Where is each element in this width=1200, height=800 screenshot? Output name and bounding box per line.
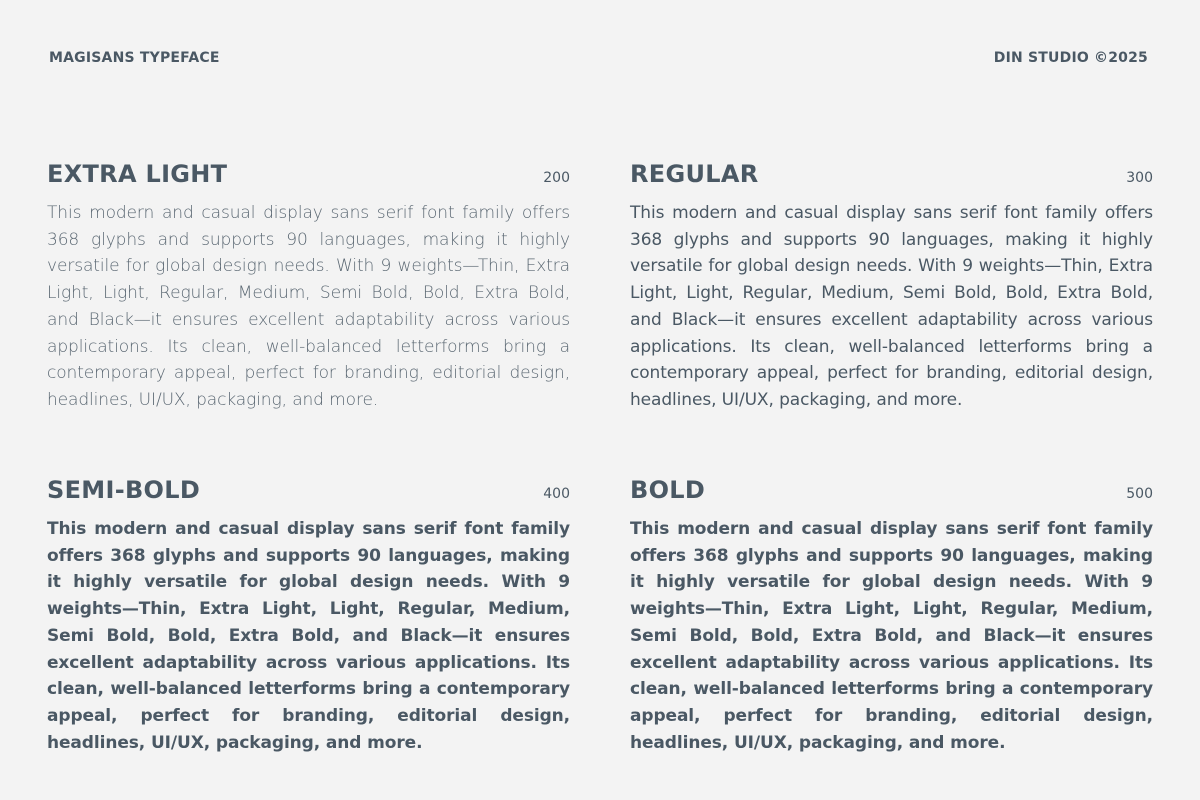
specimen-header: [47, 476, 570, 516]
specimen-title: EXTRA LIGHT: [47, 160, 228, 188]
specimen-text: This modern and casual display sans serif font family offers 368 glyphs and supports 90 languages, making it highly versatile for global design needs. With 9 weights—Thin, Extra Light, Light, Regular, Medium, Semi Bold, Bold, Extra Bold, and Black—it ensures excellent adaptability across various applications. Its clean, well-balanced letterforms bring a contemporary appeal, perfect for branding, editorial design, headlines, UI/UX, packaging, and more.: [630, 203, 1153, 410]
specimen-weight: 300: [1126, 170, 1153, 186]
specimen-title: REGULAR: [630, 160, 759, 188]
specimen-text: This modern and casual display sans serif font family offers 368 glyphs and supports 90 languages, making it highly versatile for global design needs. With 9 weights—Thin, Extra Light, Light, Regular, Medium, Semi Bold, Bold, Extra Bold, and Black—it ensures excellent adaptability across various applications. Its clean, well-balanced letterforms bring a contemporary appeal, perfect for branding, editorial design, headlines, UI/UX, packaging, and more.: [47, 519, 570, 753]
specimen-header: [630, 160, 1153, 200]
specimen-semi-bold: [47, 476, 570, 756]
typeface-name: MAGISANS TYPEFACE: [49, 50, 220, 66]
specimen-title: SEMI-BOLD: [47, 476, 201, 504]
specimen-weight: 400: [543, 486, 570, 502]
specimen-header: [630, 476, 1153, 516]
specimen-header: [47, 160, 570, 200]
specimen-weight: 500: [1126, 486, 1153, 502]
specimen-title: BOLD: [630, 476, 706, 504]
specimen-weight: 200: [543, 170, 570, 186]
specimen-text: This modern and casual display sans serif font family offers 368 glyphs and supports 90 languages, making it highly versatile for global design needs. With 9 weights—Thin, Extra Light, Light, Regular, Medium, Semi Bold, Bold, Extra Bold, and Black—it ensures excellent adaptability across various applications. Its clean, well-balanced letterforms bring a contemporary appeal, perfect for branding, editorial design, headlines, UI/UX, packaging, and more.: [47, 203, 570, 410]
specimen-bold: [630, 476, 1153, 756]
studio-credit: DIN STUDIO ©2025: [993, 50, 1148, 66]
specimen-text: This modern and casual display sans serif font family offers 368 glyphs and supports 90 languages, making it highly versatile for global design needs. With 9 weights—Thin, Extra Light, Light, Regular, Medium, Semi Bold, Bold, Extra Bold, and Black—it ensures excellent adaptability across various applications. Its clean, well-balanced letterforms bring a contemporary appeal, perfect for branding, editorial design, headlines, UI/UX, packaging, and more.: [630, 519, 1153, 753]
top-bar: [49, 50, 1148, 66]
specimen-extra-light: [47, 160, 570, 414]
specimen-regular: [630, 160, 1153, 414]
